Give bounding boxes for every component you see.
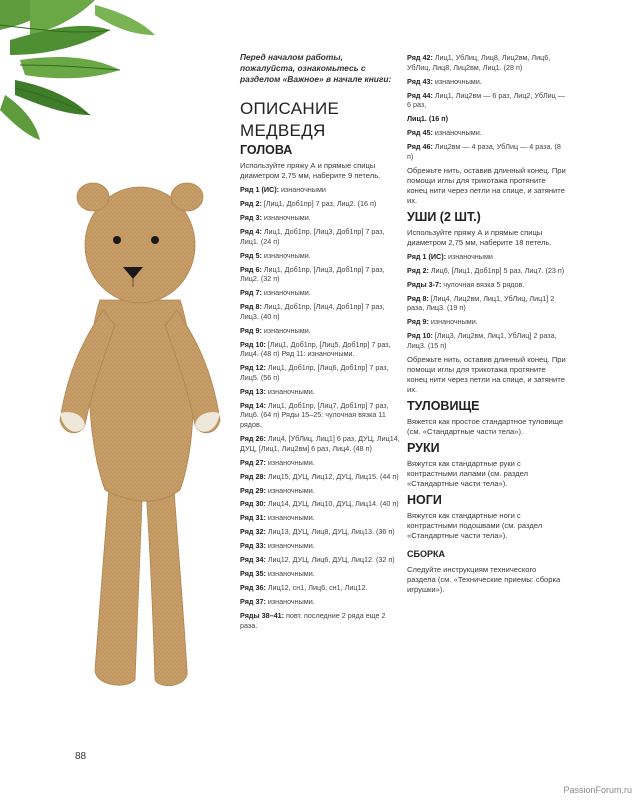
row-text: Лиц1, Доб1пр, [Лиц6, Доб1пр] 7 раз, Лиц5. (56 п) — [240, 363, 389, 382]
pattern-row — [240, 569, 400, 579]
row-label: Ряд 13: — [240, 386, 266, 396]
head-finish-note: Обрежьте нить, оставив длинный конец. При помощи иглы для трикотажа протяните конец нити через петли на спице, и затяните их. — [407, 165, 566, 205]
row-label: Ряд 10: — [240, 339, 266, 349]
row-text: изнаночными. — [261, 212, 311, 222]
row-text: Лиц2вм — 4 раза, УбЛиц — 4 раза. (8 п) — [407, 142, 561, 161]
pattern-row — [240, 227, 400, 246]
pattern-row — [240, 199, 400, 209]
row-label: Ряд 35: — [240, 569, 266, 579]
section-heading-head: ГОЛОВА — [240, 143, 293, 157]
row-text: повт. последние 2 ряда еще 2 раза. — [240, 611, 386, 630]
row-text: изнаночными. — [265, 386, 315, 396]
row-text: Лиц15, ДУЦ, Лиц12, ДУЦ, Лиц15. (44 п) — [265, 471, 399, 481]
pattern-row — [240, 611, 400, 630]
row-text: изнаночными. — [428, 317, 478, 327]
row-text: изнаночными. — [265, 485, 315, 495]
pattern-row — [240, 213, 400, 223]
row-label: Ряд 2: — [240, 198, 262, 208]
head-rows-continued — [407, 53, 567, 161]
row-text: [Лиц4, Лиц2вм, Лиц1, УбЛиц, Лиц1] 2 раза, Лиц3. (19 п) — [407, 293, 555, 313]
row-text: изнаночными. — [265, 457, 315, 467]
pattern-row — [407, 114, 567, 124]
row-text: Лиц12, ДУЦ, Лиц6, ДУЦ, Лиц12. (32 п) — [265, 555, 395, 565]
row-text: изнаночными. — [432, 128, 482, 138]
pattern-row — [240, 472, 400, 482]
section-heading-assembly: СБОРКА — [407, 548, 445, 559]
pattern-row — [240, 185, 400, 195]
arms-text: Вяжутся как стандартные руки с контрастными лапами (см. раздел «Стандартные части тела»). — [407, 458, 529, 488]
row-text: Лиц1, УбЛиц, Лиц8, Лиц2вм, Лиц6, УбЛиц, Лиц8, Лиц2вм, Лиц1. (28 п) — [407, 53, 551, 72]
row-text: Лиц12, сн1, Лиц6, сн1, Лиц12. — [265, 583, 368, 593]
ears-rows-list — [407, 252, 567, 351]
legs-text: Вяжутся как стандартные ноги с контрастными подошвами (см. раздел «Стандартные части тела»). — [407, 510, 543, 540]
row-label: Ряд 8: — [407, 293, 429, 303]
row-text: Лиц1, Доб1пр, [Лиц4, Доб1пр] 7 раз, Лиц3. (40 п) — [240, 302, 385, 321]
pattern-row — [240, 486, 400, 496]
pattern-row — [407, 294, 567, 313]
row-label: Ряд 30: — [240, 499, 266, 509]
pattern-row — [240, 302, 400, 321]
palm-leaves-decoration — [0, 0, 160, 150]
row-text: Лиц14, ДУЦ, Лиц10, ДУЦ, Лиц14. (40 п) — [265, 499, 399, 509]
row-text: изнаночными — [445, 251, 493, 261]
row-label: Ряд 32: — [240, 527, 266, 537]
row-text: Лиц4, [УбЛиц, Лиц1] 6 раз, ДУЦ, Лиц14, ДУЦ, [Лиц1, Лиц2вм] 6 раз, Лиц4. (48 п) — [240, 433, 400, 453]
pattern-row — [240, 499, 400, 509]
row-label: Ряд 43: — [407, 76, 433, 86]
row-label: Ряд 27: — [240, 457, 266, 467]
head-intro: Используйте пряжу А и прямые спицы диаметром 2,75 мм, наберите 9 петель. — [240, 161, 381, 180]
instructions-column-right — [407, 53, 567, 599]
pattern-row — [240, 527, 400, 537]
pattern-row — [240, 340, 400, 359]
pattern-row — [240, 387, 400, 397]
pattern-row — [240, 555, 400, 565]
pattern-row — [407, 128, 567, 138]
head-rows-list — [240, 185, 400, 631]
row-label: Ряд 8: — [240, 302, 262, 312]
pattern-row — [240, 541, 400, 551]
row-text: Лиц1, Доб1пр, [Лиц7, Доб1пр] 7 раз, Лиц6. (64 п) Ряды 15–25: чулочная вязка 11 рядов. — [240, 400, 389, 429]
pattern-row — [240, 288, 400, 298]
assembly-text: Следуйте инструкциям технического раздела (см. «Технические приемы: сборка игрушки»). — [407, 564, 561, 594]
row-text: изнаночными. — [261, 325, 311, 335]
pattern-row — [407, 317, 567, 327]
row-text: Лиц1, Лиц2вм — 6 раз, Лиц2, УбЛиц — 6 раз, — [407, 90, 565, 110]
row-text: изнаночными. — [265, 513, 315, 523]
site-watermark: PassionForum.ru — [563, 785, 632, 795]
row-label: Ряд 4: — [240, 226, 262, 236]
pattern-row — [240, 401, 400, 430]
row-label: Ряд 31: — [240, 513, 266, 523]
pattern-row — [407, 331, 567, 350]
pattern-row — [407, 252, 567, 262]
row-text: Лиц1, Доб1пр, [Лиц3, Доб1пр] 7 раз, Лиц1. (24 п) — [240, 226, 385, 246]
row-text: Лиц1, Доб1пр, [Лиц3, Доб1пр] 7 раз, Лиц2. (32 п) — [240, 264, 385, 284]
row-text: Лиц6, [Лиц1, Доб1пр] 5 раз, Лиц7. (23 п) — [428, 265, 565, 275]
row-text: Лиц13, ДУЦ, Лиц8, ДУЦ, Лиц13. (36 п) — [265, 527, 395, 537]
row-text: изнаночными. — [261, 288, 311, 298]
row-label: Ряд 10: — [407, 331, 433, 341]
pattern-row — [407, 77, 567, 87]
row-label: Ряд 7: — [240, 288, 262, 298]
pattern-row — [240, 326, 400, 336]
row-label: Ряд 36: — [240, 583, 266, 593]
row-label: Ряд 9: — [407, 317, 429, 327]
row-label: Ряд 12: — [240, 363, 266, 373]
row-label: Ряд 3: — [240, 212, 262, 222]
row-label: Ряд 14: — [240, 400, 266, 410]
row-label: Ряд 29: — [240, 485, 266, 495]
row-text: чулочная вязка 5 рядов. — [441, 279, 525, 289]
pattern-row — [407, 91, 567, 110]
row-text: [Лиц1, Доб1пр] 7 раз, Лиц2. (16 п) — [261, 198, 377, 208]
ears-intro: Используйте пряжу А и прямые спицы диаметром 2,75 мм, наберите 18 петель. — [407, 227, 552, 247]
pattern-row — [240, 583, 400, 593]
pattern-row — [407, 142, 567, 161]
row-label: Ряд 28: — [240, 471, 266, 481]
row-label: Ряд 2: — [407, 265, 429, 275]
intro-note: Перед началом работы, пожалуйста, ознакомьтесь с разделом «Важное» в начале книги: — [240, 52, 392, 84]
page-number: 88 — [75, 751, 87, 762]
page-title-line2: МЕДВЕДЯ — [240, 121, 326, 140]
row-label: Ряд 9: — [240, 325, 262, 335]
row-text: изнаночными. — [265, 597, 315, 607]
section-heading-body: ТУЛОВИЩЕ — [407, 398, 480, 413]
body-text: Вяжется как простое стандартное туловище (см. «Стандартные части тела»). — [407, 416, 564, 436]
row-label: Ряд 26: — [240, 433, 266, 443]
pattern-row — [240, 251, 400, 261]
ears-finish-note: Обрежьте нить, оставив длинный конец. При помощи иглы для трикотажа протяните конец нити через петли на спице, и затяните их. — [407, 354, 566, 394]
row-label: Ряд 46: — [407, 142, 433, 152]
pattern-row — [240, 513, 400, 523]
row-label: Ряд 44: — [407, 90, 433, 100]
row-text: изнаночными. — [265, 569, 315, 579]
row-text: изнаночными. — [261, 250, 311, 260]
section-heading-ears: УШИ (2 ШТ.) — [407, 209, 481, 224]
pattern-row — [240, 434, 400, 453]
pattern-row — [407, 280, 567, 290]
row-label: Ряды 3-7: — [407, 279, 442, 289]
row-label: Лиц1. (16 п) — [407, 114, 448, 124]
row-text: изнаночными. — [432, 76, 482, 86]
row-label: Ряд 6: — [240, 264, 262, 274]
row-label: Ряд 34: — [240, 555, 266, 565]
pattern-row — [240, 265, 400, 284]
instructions-column-left — [240, 52, 400, 635]
pattern-row — [407, 266, 567, 276]
section-heading-legs: НОГИ — [407, 492, 442, 507]
row-label: Ряд 37: — [240, 597, 266, 607]
page-title-line1: ОПИСАНИЕ — [240, 99, 340, 118]
pattern-row — [240, 597, 400, 607]
row-label: Ряд 5: — [240, 250, 262, 260]
row-text: [Лиц1, Доб1пр, [Лиц5, Доб1пр] 7 раз, Лиц4. (48 п) Ряд 11: изнаночными. — [240, 339, 391, 359]
row-text: [Лиц3, Лиц2вм, Лиц1, УбЛиц] 2 раза, Лиц3. (15 п) — [407, 331, 557, 350]
row-label: Ряд 42: — [407, 53, 433, 62]
section-heading-arms: РУКИ — [407, 440, 440, 455]
row-label: Ряд 1 (ИС): — [240, 185, 279, 194]
row-text: изнаночными — [278, 185, 326, 194]
row-label: Ряды 38–41: — [240, 611, 284, 621]
row-text: изнаночными. — [265, 541, 315, 551]
pattern-row — [407, 53, 567, 72]
row-label: Ряд 45: — [407, 128, 433, 138]
row-label: Ряд 1 (ИС): — [407, 251, 446, 261]
row-label: Ряд 33: — [240, 541, 266, 551]
knitted-bear-illustration — [55, 175, 230, 700]
pattern-row — [240, 458, 400, 468]
pattern-row — [240, 363, 400, 382]
